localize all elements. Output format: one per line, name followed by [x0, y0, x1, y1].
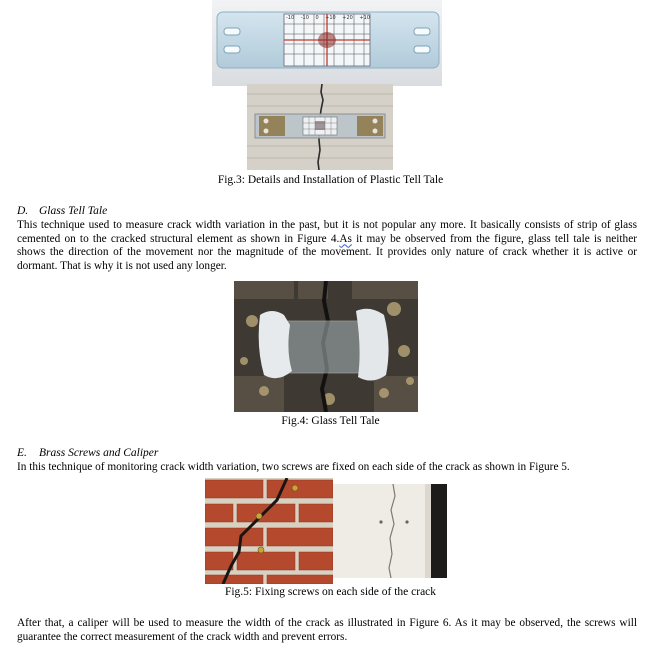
section-e-number: E. — [17, 447, 27, 459]
section-e-line: In this technique of monitoring crack width variation, two screws are fixed on each side of the crack as shown in Figure 5. — [17, 461, 570, 473]
section-e-heading — [17, 447, 158, 459]
closing-line-2: guarantee the correct measurement of the crack width and prevent errors. — [17, 630, 348, 643]
figure5-caption: Fig.5: Fixing screws on each side of the crack — [224, 586, 437, 598]
gauge-scale-label: +10 — [325, 15, 336, 21]
gauge-scale-labels — [286, 15, 370, 21]
section-d-line-2b: it may be observed from the figure, glass tell tale is neither — [351, 232, 637, 245]
closing-paragraph — [17, 617, 637, 644]
gauge-scale-label: 0 — [315, 15, 319, 21]
gauge-scale-label: -10 — [286, 15, 295, 21]
section-d-line-2a: cemented on to the cracked structural element as shown in Figure 4. — [17, 232, 340, 245]
section-d-line-1: This technique used to measure crack width variation in the past, but it is not popular any more. It basically consists of strip of glass — [17, 219, 637, 231]
section-d-line-2 — [17, 233, 637, 247]
figure5-plaster-wall-photo — [333, 484, 447, 578]
section-d-paragraph — [17, 219, 637, 273]
section-d-line-3: shows the direction of the movement nor the magnitude of the movement. It provides only nature of crack whether it is active or — [17, 246, 637, 259]
spellcheck-underlined-word: As — [339, 232, 352, 245]
figure3-caption: Fig.3: Details and Installation of Plastic Tell Tale — [217, 174, 444, 186]
figure3-installation-photo — [247, 84, 393, 170]
section-e-paragraph — [17, 461, 657, 475]
section-d-line-4: dormant. That is why it is not used any longer. — [17, 259, 227, 272]
gauge-scale-label: +10 — [359, 15, 370, 21]
figure5-brick-wall-photo — [205, 478, 333, 584]
section-d-title: Glass Tell Tale — [39, 205, 108, 217]
section-d-heading — [17, 205, 107, 217]
closing-line-1: After that, a caliper will be used to measure the width of the crack as illustrated in Figure 6. As it may be observed, the screws will — [17, 617, 637, 629]
gauge-scale-label: -10 — [300, 15, 309, 21]
gauge-scale-label: +20 — [342, 15, 353, 21]
section-d-number: D. — [17, 205, 29, 217]
figure4-glass-tell-tale-photo — [234, 281, 418, 412]
figure4-caption: Fig.4: Glass Tell Tale — [281, 415, 380, 427]
section-e-title: Brass Screws and Caliper — [39, 447, 159, 459]
figure3-gauge-photo — [212, 0, 442, 86]
